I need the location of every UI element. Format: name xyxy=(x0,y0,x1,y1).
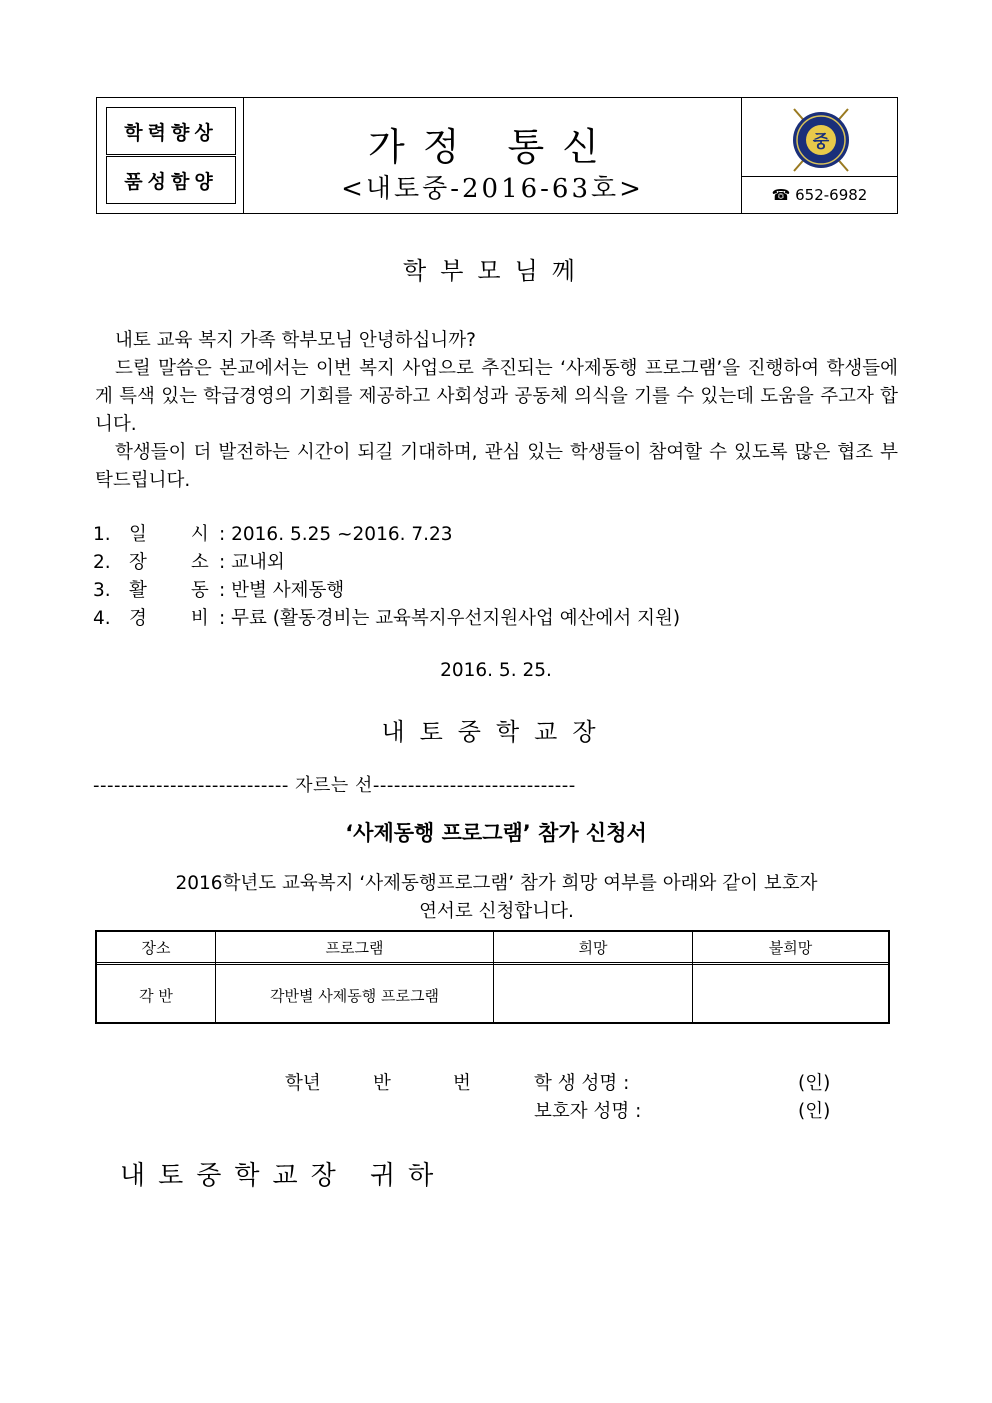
student-seal[interactable]: (인) xyxy=(798,1073,831,1094)
letter-date: 2016. 5. 25. xyxy=(440,660,552,681)
table-header-no-wish: 불희망 xyxy=(693,932,888,965)
list-item-cost: 4. 경 비 : 무료 (활동경비는 교육복지우선지원사업 예산에서 지원) xyxy=(93,608,681,629)
class-label: 반 xyxy=(373,1073,391,1094)
table-cell-wish[interactable] xyxy=(494,968,692,1022)
application-table xyxy=(95,930,890,1024)
list-item-place: 2. 장 소 : 교내외 xyxy=(93,552,285,573)
parent-seal[interactable]: (인) xyxy=(798,1101,831,1122)
motto-academic: 학력향상 xyxy=(106,107,236,155)
list-item-activity: 3. 활 동 : 반별 사제동행 xyxy=(93,580,345,601)
table-header-place: 장소 xyxy=(97,932,215,965)
form-intro: 2016학년도 교육복지 ‘사제동행프로그램’ 참가 희망 여부를 아래와 같이 보호자 연서로 신청합니다. xyxy=(175,873,818,922)
cut-line: ---------------------------- 자르는 선----------------------------- xyxy=(93,775,576,796)
sender-principal: 내토중학교장 xyxy=(381,718,611,746)
table-header-wish: 희망 xyxy=(494,932,692,965)
paragraph-request: 학생들이 더 발전하는 시간이 되길 기대하며, 관심 있는 학생들이 참여할 수 있도록 많은 협조 부탁드립니다. xyxy=(95,442,898,491)
form-title: ‘사제동행 프로그램’ 참가 신청서 xyxy=(345,821,647,845)
parent-name-label: 보호자 성명 : xyxy=(534,1101,642,1122)
list-item-schedule: 1. 일 시 : 2016. 5.25 ~2016. 7.23 xyxy=(93,524,453,545)
grade-label: 학년 xyxy=(285,1073,321,1094)
table-cell-place: 각 반 xyxy=(139,986,173,1005)
logo-char: 중 xyxy=(812,132,830,152)
number-label: 번 xyxy=(453,1073,471,1094)
motto-column xyxy=(97,98,244,213)
addressee: 내토중학교장 귀하 xyxy=(120,1161,447,1191)
student-signature-line xyxy=(280,1069,840,1097)
phone-number: ☎ 652-6982 xyxy=(742,176,897,213)
parent-signature-line xyxy=(280,1097,840,1125)
school-logo-icon xyxy=(786,105,856,175)
paragraph-program: 드릴 말씀은 본교에서는 이번 복지 사업으로 추진되는 ‘사제동행 프로그램’을 진행하여 학생들에게 특색 있는 학급경영의 기회를 제공하고 사회성과 공동체 의식을 기를 수 있는데 도움을 주고자 합니다. xyxy=(95,358,898,435)
title-column xyxy=(244,98,742,213)
table-header-program: 프로그램 xyxy=(216,932,493,965)
motto-character: 품성함양 xyxy=(106,156,236,204)
table-cell-no-wish[interactable] xyxy=(693,968,888,1022)
letter-header xyxy=(96,97,898,214)
table-cell-program: 각반별 사제동행 프로그램 xyxy=(270,986,439,1005)
issue-number: <내토중-2016-63호> xyxy=(341,174,644,204)
paragraph-greeting: 내토 교육 복지 가족 학부모님 안녕하십니까? xyxy=(115,330,476,351)
salutation: 학부모님께 xyxy=(403,257,589,285)
page-title: 가정 통신 xyxy=(368,125,617,169)
student-name-label: 학 생 성명 : xyxy=(534,1073,630,1094)
logo-column xyxy=(742,98,897,213)
